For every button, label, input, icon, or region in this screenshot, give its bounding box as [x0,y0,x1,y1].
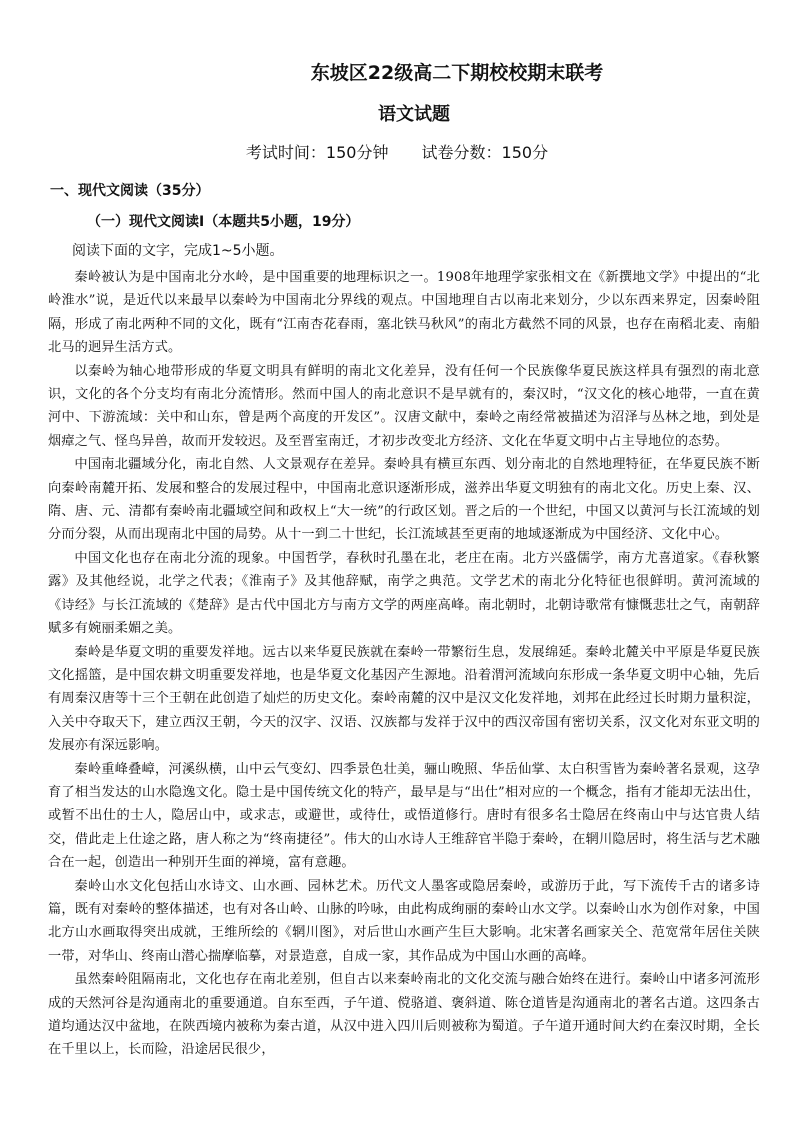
section-heading: 一、现代文阅读（35分） [50,183,210,199]
passage-paragraph: 秦岭被认为是中国南北分水岭，是中国重要的地理标识之一。1908年地理学家张相文在《新撰地文学》中提出的“北岭淮水”说，是近代以来最早以秦岭为中国南北分界线的观点。中国地理自古以南北来划分，少以东西来界定，因秦岭阻隔，形成了南北两种不同的文化，既有“江南杏花春雨，塞北铁马秋风”的南北方截然不同的风景，也存在南稻北麦、南船北马的迥异生活方式。 [48,270,760,356]
passage-paragraph: 秦岭山水文化包括山水诗文、山水画、园林艺术。历代文人墨客或隐居秦岭，或游历于此，写下流传千古的诸多诗篇，既有对秦岭的整体描述，也有对各山岭、山脉的吟咏，由此构成绚丽的秦岭山水文学。以秦岭山水为创作对象，中国北方山水画取得突出成就，王维所绘的《辋川图》，对后世山水画产生巨大影响。北宋著名画家关仝、范宽常年居住关陕一带，对华山、终南山潜心揣摩临摹，对景造意，自成一家，其作品成为中国山水画的高峰。 [48,878,760,964]
exam-title: 东坡区22级高二下期校校期末联考 [310,62,604,84]
reading-passage [48,266,760,1062]
subject-title: 语文试题 [378,104,450,125]
passage-paragraph: 秦岭是华夏文明的重要发祥地。远古以来华夏民族就在秦岭一带繁衍生息，发展绵延。秦岭北麓关中平原是华夏民族文化摇篮，是中国农耕文明重要发祥地，也是华夏文化基因产生源地。沿着渭河流域向东形成一条华夏文明中心轴，先后有周秦汉唐等十三个王朝在此创造了灿烂的历史文化。秦岭南麓的汉中是汉文化发祥地，刘邦在此经过长时期力量积淀，入关中夺取天下，建立西汉王朝，今天的汉字、汉语、汉族都与发祥于汉中的西汉帝国有密切关系，汉文化对东亚文明的发展亦有深远影响。 [48,644,760,754]
passage-paragraph: 虽然秦岭阻隔南北，文化也存在南北差别，但自古以来秦岭南北的文化交流与融合始终在进行。秦岭山中诸多河流形成的天然河谷是沟通南北的重要通道。自东至西，子午道、傥骆道、褒斜道、陈仓道皆是沟通南北的著名古道。这四条古道均通达汉中盆地，在陕西境内被称为秦古道，从汉中进入四川后则被称为蜀道。子午道开通时间大约在秦汉时期，全长在千里以上，长而险，沿途居民很少， [48,972,760,1058]
passage-paragraph: 秦岭重峰叠嶂，河溪纵横，山中云气变幻、四季景色壮美，骊山晚照、华岳仙掌、太白积雪皆为秦岭著名景观，这孕育了相当发达的山水隐逸文化。隐士是中国传统文化的特产，最早是与“出仕”相对应的一个概念，指有才能却无法出仕，或暂不出仕的士人，隐居山中，或求志，或避世，或待仕，或悟道修行。唐时有很多名士隐居在终南山中与达官贵人结交，借此走上仕途之路，唐人称之为“终南捷径”。伟大的山水诗人王维辞官半隐于秦岭，在辋川隐居时，将生活与艺术融合在一起，创造出一种别开生面的禅境，富有意趣。 [48,761,760,871]
subsection-heading: （一）现代文阅读Ⅰ（本题共5小题，19分） [87,214,360,230]
exam-info [0,140,794,163]
passage-paragraph: 中国南北疆域分化，南北自然、人文景观存在差异。秦岭具有横亘东西、划分南北的自然地理特征，在华夏民族不断向秦岭南麓开拓、发展和整合的发展过程中，中国南北意识逐渐形成，滋养出华夏文明独有的南北文化。历史上秦、汉、隋、唐、元、清都有秦岭南北疆域空间和政权上“大一统”的行政区划。晋之后的一个世纪，中国又以黄河与长江流域的划分而分裂，从而出现南北中国的局势。从十一到二十世纪，长江流域甚至更南的地域逐渐成为中国经济、文化中心。 [48,457,760,543]
total-score: 试卷分数：150分 [421,143,549,162]
passage-paragraph: 中国文化也存在南北分流的现象。中国哲学，春秋时孔墨在北，老庄在南。北方兴盛儒学，南方尤喜道家。《春秋繁露》及其他经说，北学之代表；《淮南子》及其他辞赋，南学之典范。文学艺术的南北分化特征也很鲜明。黄河流域的《诗经》与长江流域的《楚辞》是古代中国北方与南方文学的两座高峰。南北朝时，北朝诗歌常有慷慨悲壮之气，南朝辞赋多有婉丽柔媚之美。 [48,550,760,637]
reading-instruction: 阅读下面的文字，完成1~5小题。 [72,243,284,259]
exam-time: 考试时间：150分钟 [245,143,389,162]
passage-paragraph: 以秦岭为轴心地带形成的华夏文明具有鲜明的南北文化差异，没有任何一个民族像华夏民族这样具有强烈的南北意识，文化的各个分支均有南北分流情形。然而中国人的南北意识不是早就有的，秦汉时，“汉文化的核心地带，一直在黄河中、下游流域：关中和山东，曾是两个高度的开发区”。汉唐文献中，秦岭之南经常被描述为沼泽与丛林之地，到处是烟瘴之气、怪鸟异兽，故而开发较迟。及至晋室南迁，才初步改变北方经济、文化在华夏文明中占主导地位的态势。 [48,363,760,449]
